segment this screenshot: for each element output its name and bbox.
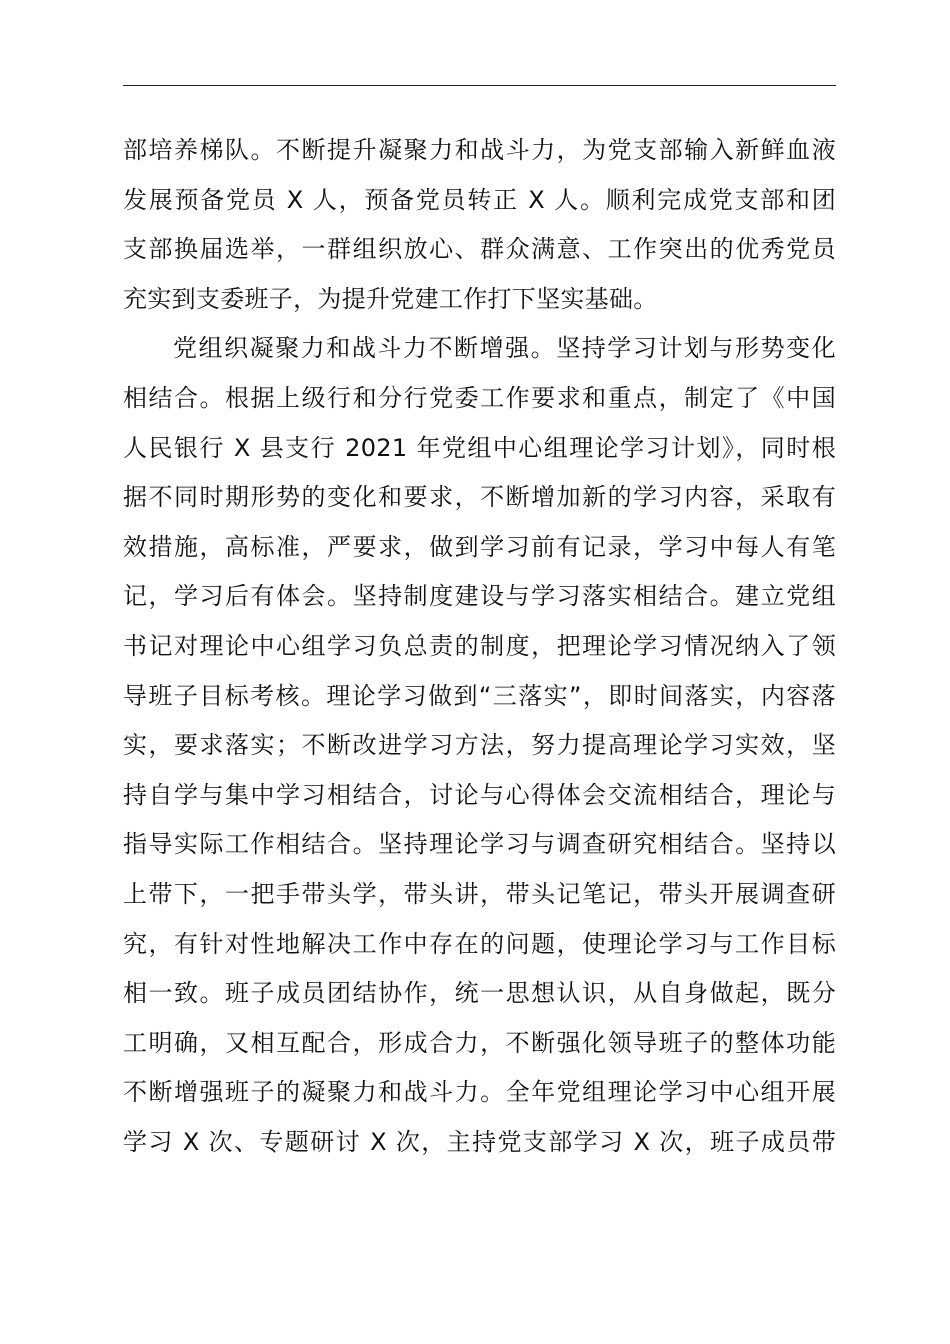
text-line: 不断增强班子的凝聚力和战斗力。全年党组理论学习中心组开展 [123, 1078, 836, 1107]
text-line: 部培养梯队。不断提升凝聚力和战斗力，为党支部输入新鲜血液 [123, 136, 836, 164]
header-rule [123, 85, 836, 86]
text-line: 发展预备党员 X 人，预备党员转正 X 人。顺利完成党支部和团 [123, 185, 836, 214]
text-line: 据不同时期形势的变化和要求，不断增加新的学习内容，采取有 [123, 483, 836, 512]
text-line: 指导实际工作相结合。坚持理论学习与调查研究相结合。坚持以 [123, 830, 836, 859]
paragraph-2 [123, 324, 836, 1167]
paragraph-1 [123, 126, 836, 324]
text-line: 导班子目标考核。理论学习做到“三落实”，即时间落实，内容落 [123, 681, 836, 710]
text-line: 上带下，一把手带头学，带头讲，带头记笔记，带头开展调查研 [123, 879, 836, 908]
text-line: 工明确，又相互配合，形成合力，不断强化领导班子的整体功能 [123, 1028, 836, 1057]
text-line: 书记对理论中心组学习负总责的制度，把理论学习情况纳入了领 [123, 631, 836, 660]
text-line: 相一致。班子成员团结协作，统一思想认识，从自身做起，既分 [123, 979, 836, 1008]
text-line: 记，学习后有体会。坚持制度建设与学习落实相结合。建立党组 [123, 582, 836, 611]
text-line: 实，要求落实；不断改进学习方法，努力提高理论学习实效，坚 [123, 731, 836, 760]
text-line: 支部换届选举，一群组织放心、群众满意、工作突出的优秀党员 [123, 235, 836, 264]
text-line: 学习 X 次、专题研讨 X 次，主持党支部学习 X 次，班子成员带 [123, 1127, 836, 1156]
text-line: 充实到支委班子，为提升党建工作打下坚实基础。 [123, 284, 658, 313]
text-line: 持自学与集中学习相结合，讨论与心得体会交流相结合，理论与 [123, 780, 836, 809]
text-line: 人民银行 X 县支行 2021 年党组中心组理论学习计划》，同时根 [123, 433, 836, 462]
text-line: 究，有针对性地解决工作中存在的问题，使理论学习与工作目标 [123, 929, 836, 958]
text-line: 相结合。根据上级行和分行党委工作要求和重点，制定了《中国 [123, 383, 836, 412]
text-line: 党组织凝聚力和战斗力不断增强。坚持学习计划与形势变化 [173, 334, 836, 363]
text-line: 效措施，高标准，严要求，做到学习前有记录，学习中每人有笔 [123, 532, 836, 561]
body-text [123, 126, 836, 1167]
